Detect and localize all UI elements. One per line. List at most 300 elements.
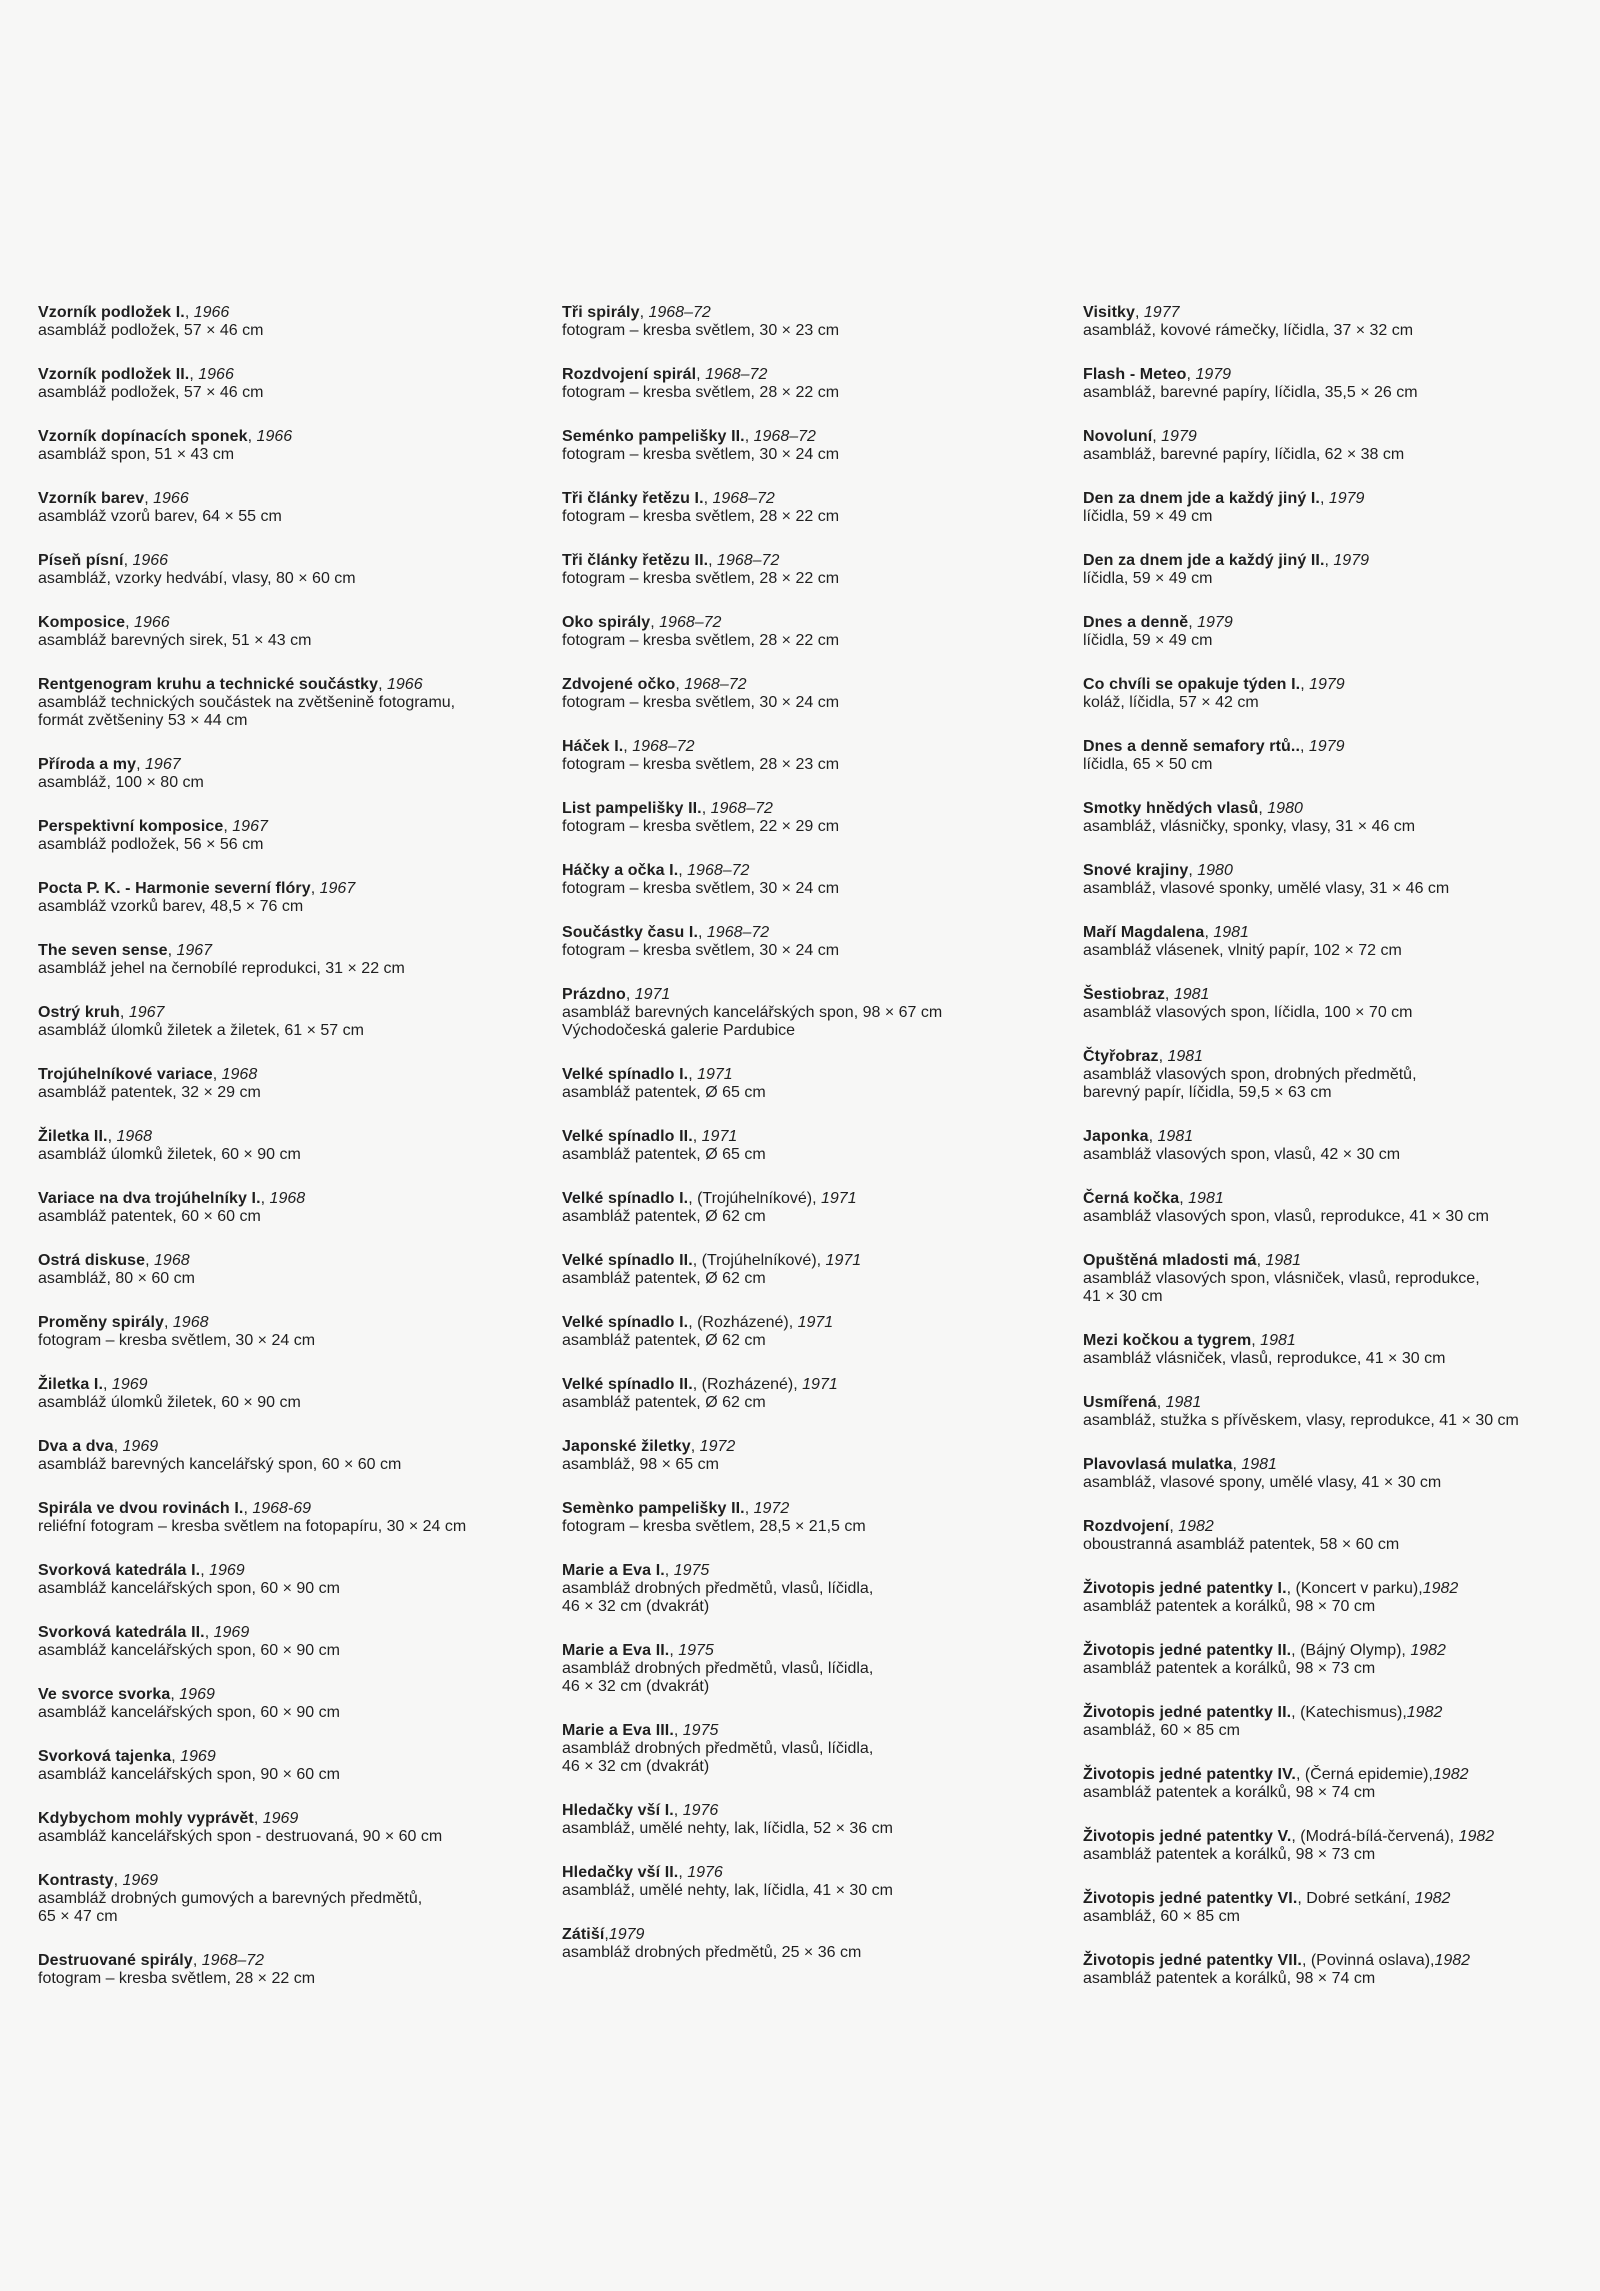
catalogue-entry bbox=[1083, 1766, 1600, 1802]
entry-heading: Den za dnem jde a každý jiný I., 1979 bbox=[1083, 490, 1365, 507]
work-year: 1982 bbox=[1432, 1766, 1469, 1783]
work-year: 1975 bbox=[682, 1722, 719, 1739]
work-description: asambláž, stužka s přívěskem, vlasy, reprodukce, 41 × 30 cm bbox=[1083, 1412, 1519, 1429]
work-description: asambláž, vlásničky, sponky, vlasy, 31 × 46 cm bbox=[1083, 818, 1416, 835]
work-description: asambláž, vlasové spony, umělé vlasy, 41 × 30 cm bbox=[1083, 1474, 1442, 1491]
work-year: 1981 bbox=[1165, 1394, 1202, 1411]
work-title: Životopis jedné patentky II. bbox=[1083, 1704, 1292, 1721]
catalogue-entry bbox=[38, 1500, 558, 1536]
work-description: asambláž barevných kancelářských spon, 98 × 67 cm bbox=[562, 1004, 943, 1021]
entry-heading: Smotky hnědých vlasů, 1980 bbox=[1083, 800, 1303, 817]
catalogue-entry bbox=[38, 880, 558, 916]
work-title: Ve svorce svorka bbox=[38, 1686, 171, 1703]
work-description: 46 × 32 cm (dvakrát) bbox=[562, 1678, 710, 1695]
entry-heading: Žiletka II., 1968 bbox=[38, 1128, 153, 1145]
entry-heading: Příroda a my, 1967 bbox=[38, 756, 181, 773]
catalogue-entry bbox=[562, 1376, 1082, 1412]
entry-heading: Prázdno, 1971 bbox=[562, 986, 671, 1003]
work-year: 1968–72 bbox=[717, 552, 780, 569]
work-title: Ostrý kruh bbox=[38, 1004, 120, 1021]
entry-heading: Velké spínadlo II., (Trojúhelníkové), 1971 bbox=[562, 1252, 862, 1269]
catalogue-entry bbox=[1083, 1128, 1600, 1164]
catalogue-entry bbox=[1083, 1048, 1600, 1102]
work-title: Mezi kočkou a tygrem bbox=[1083, 1332, 1252, 1349]
work-year: 1975 bbox=[673, 1562, 710, 1579]
entry-heading: Hledačky vší I., 1976 bbox=[562, 1802, 719, 1819]
work-title: Zdvojené očko bbox=[562, 676, 676, 693]
catalogue-entry bbox=[562, 738, 1082, 774]
work-subtitle: (Trojúhelníkové) bbox=[697, 1190, 813, 1207]
work-title: Životopis jedné patentky IV. bbox=[1083, 1766, 1296, 1783]
work-year: 1971 bbox=[802, 1376, 838, 1393]
work-description: líčidla, 59 × 49 cm bbox=[1083, 508, 1213, 525]
work-year: 1982 bbox=[1410, 1642, 1446, 1659]
work-title: Šestiobraz bbox=[1083, 986, 1165, 1003]
work-title: List pampelišky II. bbox=[562, 800, 702, 817]
catalogue-entry bbox=[562, 800, 1082, 836]
work-subtitle: (Povinná oslava) bbox=[1310, 1952, 1431, 1969]
entry-heading: Tři spirály, 1968–72 bbox=[562, 304, 711, 321]
work-description: fotogram – kresba světlem, 30 × 23 cm bbox=[562, 322, 840, 339]
work-title: Spirála ve dvou rovinách I. bbox=[38, 1500, 244, 1517]
work-year: 1971 bbox=[821, 1190, 857, 1207]
work-year: 1966 bbox=[193, 304, 230, 321]
work-description: asambláž vlasových spon, líčidla, 100 × 70 cm bbox=[1083, 1004, 1413, 1021]
entry-heading: Velké spínadlo I., (Rozházené), 1971 bbox=[562, 1314, 834, 1331]
catalogue-entry bbox=[562, 614, 1082, 650]
work-title: Ostrá diskuse bbox=[38, 1252, 146, 1269]
entry-heading: Dva a dva, 1969 bbox=[38, 1438, 159, 1455]
work-year: 1969 bbox=[111, 1376, 148, 1393]
work-description: asambláž, barevné papíry, líčidla, 35,5 × 26 cm bbox=[1083, 384, 1418, 401]
work-description: asambláž patentek, 32 × 29 cm bbox=[38, 1084, 261, 1101]
work-title: Součástky času I. bbox=[562, 924, 698, 941]
work-title: Velké spínadlo I. bbox=[562, 1190, 689, 1207]
catalogue-entry bbox=[38, 1872, 558, 1926]
work-description: asambláž patentek, Ø 62 cm bbox=[562, 1332, 766, 1349]
catalogue-entry bbox=[562, 1500, 1082, 1536]
work-year: 1976 bbox=[682, 1802, 719, 1819]
work-title: Dnes a denně bbox=[1083, 614, 1189, 631]
work-year: 1975 bbox=[678, 1642, 714, 1659]
work-description: koláž, líčidla, 57 × 42 cm bbox=[1083, 694, 1259, 711]
work-description: asambláž, 98 × 65 cm bbox=[562, 1456, 719, 1473]
work-description: asambláž drobných gumových a barevných předmětů, bbox=[38, 1890, 423, 1907]
entry-heading: Marie a Eva I., 1975 bbox=[562, 1562, 710, 1579]
work-year: 1967 bbox=[176, 942, 213, 959]
work-year: 1968–72 bbox=[632, 738, 695, 755]
catalogue-entry bbox=[562, 862, 1082, 898]
entry-heading: Usmířená, 1981 bbox=[1083, 1394, 1202, 1411]
entry-heading: Šestiobraz, 1981 bbox=[1083, 986, 1210, 1003]
entry-heading: Rentgenogram kruhu a technické součástky, 1966 bbox=[38, 676, 423, 693]
work-description: asambláž, 60 × 85 cm bbox=[1083, 1908, 1240, 1925]
work-description: fotogram – kresba světlem, 30 × 24 cm bbox=[38, 1332, 316, 1349]
catalogue-entry bbox=[562, 1642, 1082, 1696]
entry-heading: Žiletka I., 1969 bbox=[38, 1376, 148, 1393]
catalogue-entry bbox=[1083, 366, 1600, 402]
work-year: 1981 bbox=[1260, 1332, 1296, 1349]
catalogue-entry bbox=[1083, 1456, 1600, 1492]
work-year: 1966 bbox=[132, 552, 169, 569]
work-year: 1968–72 bbox=[712, 490, 775, 507]
work-title: Flash - Meteo bbox=[1083, 366, 1187, 383]
work-title: Životopis jedné patentky VI. bbox=[1083, 1890, 1298, 1907]
work-title: Visitky bbox=[1083, 304, 1135, 321]
work-year: 1968–72 bbox=[706, 924, 770, 941]
catalogue-entry bbox=[38, 614, 558, 650]
catalogue-entry bbox=[38, 1748, 558, 1784]
work-title: Žiletka I. bbox=[38, 1376, 104, 1393]
work-title: Co chvíli se opakuje týden I. bbox=[1083, 676, 1301, 693]
entry-heading: Zátiší,1979 bbox=[562, 1926, 645, 1943]
work-title: Oko spirály bbox=[562, 614, 651, 631]
catalogue-entry bbox=[562, 1066, 1082, 1102]
catalogue-entry bbox=[1083, 800, 1600, 836]
work-subtitle: (Koncert v parku) bbox=[1295, 1580, 1419, 1597]
work-title: Kontrasty bbox=[38, 1872, 114, 1889]
work-description: asambláž, umělé nehty, lak, líčidla, 41 × 30 cm bbox=[562, 1882, 893, 1899]
entry-heading: Perspektivní komposice, 1967 bbox=[38, 818, 268, 835]
work-description: asambláž vzorků barev, 48,5 × 76 cm bbox=[38, 898, 304, 915]
work-title: Tři články řetězu I. bbox=[562, 490, 704, 507]
work-title: Rozdvojení spirál bbox=[562, 366, 697, 383]
catalogue-entry bbox=[1083, 1518, 1600, 1554]
catalogue-entry bbox=[1083, 924, 1600, 960]
work-subtitle: Dobré setkání bbox=[1306, 1890, 1406, 1907]
work-title: Destruované spirály bbox=[38, 1952, 193, 1969]
catalogue-entry bbox=[38, 1952, 558, 1988]
work-title: Kdybychom mohly vyprávět bbox=[38, 1810, 254, 1827]
work-title: Životopis jedné patentky VII. bbox=[1083, 1952, 1302, 1969]
entry-heading: Velké spínadlo II., (Rozházené), 1971 bbox=[562, 1376, 838, 1393]
work-title: Svorková katedrála II. bbox=[38, 1624, 205, 1641]
work-description: 46 × 32 cm (dvakrát) bbox=[562, 1598, 710, 1615]
catalogue-entry bbox=[38, 428, 558, 464]
entry-heading: Tři články řetězu II., 1968–72 bbox=[562, 552, 780, 569]
work-description: asambláž patentek, Ø 65 cm bbox=[562, 1146, 766, 1163]
work-title: Marie a Eva II. bbox=[562, 1642, 670, 1659]
catalogue-entry bbox=[1083, 552, 1600, 588]
work-year: 1967 bbox=[232, 818, 268, 835]
entry-heading: Svorková katedrála II., 1969 bbox=[38, 1624, 250, 1641]
work-year: 1967 bbox=[145, 756, 181, 773]
work-year: 1979 bbox=[1328, 490, 1365, 507]
catalogue-entry bbox=[562, 924, 1082, 960]
catalogue-entry bbox=[38, 1066, 558, 1102]
entry-heading: Snové krajiny, 1980 bbox=[1083, 862, 1233, 879]
catalogue-entry bbox=[1083, 738, 1600, 774]
entry-heading: Flash - Meteo, 1979 bbox=[1083, 366, 1232, 383]
work-description: asambláž drobných předmětů, vlasů, líčidla, bbox=[562, 1660, 874, 1677]
work-title: Životopis jedné patentky II. bbox=[1083, 1642, 1292, 1659]
work-year: 1981 bbox=[1213, 924, 1249, 941]
work-year: 1979 bbox=[1197, 614, 1233, 631]
entry-heading: Maří Magdalena, 1981 bbox=[1083, 924, 1249, 941]
works-column-1 bbox=[38, 304, 558, 2014]
work-title: Opuštěná mladosti má bbox=[1083, 1252, 1257, 1269]
work-year: 1981 bbox=[1173, 986, 1210, 1003]
work-year: 1968-69 bbox=[252, 1500, 312, 1517]
entry-heading: Životopis jedné patentky VI., Dobré setkání, 1982 bbox=[1083, 1890, 1451, 1907]
entry-heading: Životopis jedné patentky II., (Katechismus),1982 bbox=[1083, 1704, 1443, 1721]
work-title: Životopis jedné patentky I. bbox=[1083, 1580, 1287, 1597]
catalogue-entry bbox=[562, 1864, 1082, 1900]
work-year: 1979 bbox=[1161, 428, 1197, 445]
catalogue-entry bbox=[562, 1252, 1082, 1288]
catalogue-entry bbox=[38, 818, 558, 854]
catalogue-entry bbox=[38, 1190, 558, 1226]
catalogue-entry bbox=[562, 1802, 1082, 1838]
work-year: 1969 bbox=[179, 1686, 215, 1703]
work-year: 1979 bbox=[1333, 552, 1369, 569]
work-description: asambláž patentek, Ø 62 cm bbox=[562, 1270, 766, 1287]
work-title: Komposice bbox=[38, 614, 126, 631]
work-year: 1982 bbox=[1178, 1518, 1214, 1535]
entry-heading: Životopis jedné patentky II., (Bájný Olymp), 1982 bbox=[1083, 1642, 1446, 1659]
entry-heading: Trojúhelníkové variace, 1968 bbox=[38, 1066, 258, 1083]
catalogue-entry bbox=[1083, 1952, 1600, 1988]
work-title: Variace na dva trojúhelníky I. bbox=[38, 1190, 261, 1207]
work-title: Semènko pampelišky II. bbox=[562, 1500, 745, 1517]
catalogue-entry bbox=[1083, 1580, 1600, 1616]
catalogue-entry bbox=[1083, 1332, 1600, 1368]
catalogue-entry bbox=[38, 676, 558, 730]
work-year: 1981 bbox=[1157, 1128, 1194, 1145]
work-description: asambláž, 80 × 60 cm bbox=[38, 1270, 195, 1287]
catalogue-entry bbox=[1083, 986, 1600, 1022]
work-title: Maří Magdalena bbox=[1083, 924, 1205, 941]
entry-heading: Semènko pampelišky II., 1972 bbox=[562, 1500, 790, 1517]
work-title: Háček I. bbox=[562, 738, 624, 755]
catalogue-entry bbox=[1083, 1190, 1600, 1226]
entry-heading: The seven sense, 1967 bbox=[38, 942, 213, 959]
work-title: Dva a dva bbox=[38, 1438, 114, 1455]
work-year: 1977 bbox=[1143, 304, 1180, 321]
entry-heading: Čtyřobraz, 1981 bbox=[1083, 1048, 1204, 1065]
catalogue-entry bbox=[562, 490, 1082, 526]
work-title: Dnes a denně semafory rtů.. bbox=[1083, 738, 1300, 755]
entry-heading: Opuštěná mladosti má, 1981 bbox=[1083, 1252, 1302, 1269]
work-year: 1968 bbox=[172, 1314, 209, 1331]
entry-heading: Dnes a denně semafory rtů.., 1979 bbox=[1083, 738, 1345, 755]
catalogue-entry bbox=[562, 1722, 1082, 1776]
work-description: 65 × 47 cm bbox=[38, 1908, 118, 1925]
entry-heading: Marie a Eva III., 1975 bbox=[562, 1722, 719, 1739]
entry-heading: Životopis jedné patentky I., (Koncert v parku),1982 bbox=[1083, 1580, 1459, 1597]
work-title: Vzorník podložek II. bbox=[38, 366, 190, 383]
work-title: Usmířená bbox=[1083, 1394, 1157, 1411]
work-year: 1982 bbox=[1458, 1828, 1495, 1845]
work-year: 1968–72 bbox=[684, 676, 747, 693]
entry-heading: Černá kočka, 1981 bbox=[1083, 1190, 1224, 1207]
work-year: 1976 bbox=[687, 1864, 723, 1881]
work-subtitle: (Černá epidemie) bbox=[1304, 1766, 1429, 1783]
work-description: asambláž kancelářských spon, 60 × 90 cm bbox=[38, 1580, 340, 1597]
work-description: fotogram – kresba světlem, 28 × 22 cm bbox=[562, 632, 840, 649]
work-title: Den za dnem jde a každý jiný II. bbox=[1083, 552, 1325, 569]
work-year: 1979 bbox=[608, 1926, 645, 1943]
work-year: 1966 bbox=[256, 428, 293, 445]
catalogue-entry bbox=[1083, 614, 1600, 650]
catalogue-entry bbox=[38, 366, 558, 402]
work-year: 1971 bbox=[797, 1314, 834, 1331]
work-year: 1967 bbox=[319, 880, 356, 897]
entry-heading: Variace na dva trojúhelníky I., 1968 bbox=[38, 1190, 306, 1207]
work-description: asambláž kancelářských spon - destruovaná, 90 × 60 cm bbox=[38, 1828, 443, 1845]
work-title: Rozdvojení bbox=[1083, 1518, 1170, 1535]
work-description: asambláž barevných kancelářský spon, 60 × 60 cm bbox=[38, 1456, 402, 1473]
work-year: 1980 bbox=[1197, 862, 1233, 879]
entry-heading: Háček I., 1968–72 bbox=[562, 738, 695, 755]
catalogue-entry bbox=[38, 552, 558, 588]
work-title: Japonka bbox=[1083, 1128, 1149, 1145]
work-description: líčidla, 65 × 50 cm bbox=[1083, 756, 1213, 773]
work-title: Proměny spirály bbox=[38, 1314, 164, 1331]
work-year: 1982 bbox=[1422, 1580, 1459, 1597]
entry-heading: Součástky času I., 1968–72 bbox=[562, 924, 770, 941]
entry-heading: Vzorník podložek II., 1966 bbox=[38, 366, 234, 383]
work-title: Tři spirály bbox=[562, 304, 640, 321]
work-year: 1982 bbox=[1414, 1890, 1451, 1907]
work-title: Příroda a my bbox=[38, 756, 137, 773]
work-description: asambláž patentek, 60 × 60 cm bbox=[38, 1208, 261, 1225]
work-year: 1968 bbox=[154, 1252, 190, 1269]
catalogue-entry bbox=[38, 756, 558, 792]
work-title: Velké spínadlo II. bbox=[562, 1376, 693, 1393]
work-description: asambláž barevných sirek, 51 × 43 cm bbox=[38, 632, 312, 649]
work-description: asambláž vlásenek, vlnitý papír, 102 × 72 cm bbox=[1083, 942, 1402, 959]
work-description: fotogram – kresba světlem, 30 × 24 cm bbox=[562, 694, 840, 711]
work-year: 1968–72 bbox=[687, 862, 750, 879]
work-title: Rentgenogram kruhu a technické součástky bbox=[38, 676, 379, 693]
work-title: Velké spínadlo I. bbox=[562, 1066, 689, 1083]
work-title: Velké spínadlo II. bbox=[562, 1128, 693, 1145]
work-description: oboustranná asambláž patentek, 58 × 60 cm bbox=[1083, 1536, 1400, 1553]
work-title: The seven sense bbox=[38, 942, 168, 959]
work-description: asambláž, vzorky hedvábí, vlasy, 80 × 60 cm bbox=[38, 570, 356, 587]
work-description: 46 × 32 cm (dvakrát) bbox=[562, 1758, 710, 1775]
work-description: asambláž patentek a korálků, 98 × 74 cm bbox=[1083, 1970, 1376, 1987]
work-year: 1966 bbox=[198, 366, 234, 383]
work-title: Svorková katedrála I. bbox=[38, 1562, 201, 1579]
work-year: 1979 bbox=[1195, 366, 1232, 383]
work-subtitle: (Katechismus) bbox=[1300, 1704, 1403, 1721]
work-year: 1981 bbox=[1241, 1456, 1277, 1473]
work-year: 1982 bbox=[1406, 1704, 1443, 1721]
work-title: Prázdno bbox=[562, 986, 626, 1003]
works-column-2 bbox=[562, 304, 1082, 1988]
work-description: asambláž technických součástek na zvětšenině fotogramu, bbox=[38, 694, 456, 711]
entry-heading: Svorková tajenka, 1969 bbox=[38, 1748, 216, 1765]
entry-heading: Oko spirály, 1968–72 bbox=[562, 614, 722, 631]
work-description: fotogram – kresba světlem, 28 × 22 cm bbox=[38, 1970, 316, 1987]
work-description: asambláž úlomků žiletek, 60 × 90 cm bbox=[38, 1146, 301, 1163]
work-year: 1968 bbox=[221, 1066, 258, 1083]
entry-heading: Rozdvojení, 1982 bbox=[1083, 1518, 1214, 1535]
work-year: 1971 bbox=[701, 1128, 738, 1145]
entry-heading: List pampelišky II., 1968–72 bbox=[562, 800, 773, 817]
work-description: fotogram – kresba světlem, 28 × 22 cm bbox=[562, 384, 840, 401]
catalogue-entry bbox=[1083, 490, 1600, 526]
work-description: asambláž drobných předmětů, vlasů, líčidla, bbox=[562, 1740, 874, 1757]
work-year: 1968–72 bbox=[201, 1952, 265, 1969]
work-description: 41 × 30 cm bbox=[1083, 1288, 1163, 1305]
catalogue-entry bbox=[562, 1438, 1082, 1474]
catalogue-entry bbox=[38, 304, 558, 340]
work-description: asambláž, kovové rámečky, líčidla, 37 × 32 cm bbox=[1083, 322, 1414, 339]
work-description: asambláž, vlasové sponky, umělé vlasy, 31 × 46 cm bbox=[1083, 880, 1450, 897]
catalogue-entry bbox=[562, 1314, 1082, 1350]
entry-heading: Dnes a denně, 1979 bbox=[1083, 614, 1233, 631]
entry-heading: Velké spínadlo I., (Trojúhelníkové), 1971 bbox=[562, 1190, 857, 1207]
work-title: Háčky a očka I. bbox=[562, 862, 679, 879]
catalogue-entry bbox=[562, 304, 1082, 340]
work-description: asambláž spon, 51 × 43 cm bbox=[38, 446, 235, 463]
catalogue-entry bbox=[38, 490, 558, 526]
catalogue-entry bbox=[38, 1438, 558, 1474]
catalogue-entry bbox=[1083, 676, 1600, 712]
work-description: asambláž, umělé nehty, lak, líčidla, 52 × 36 cm bbox=[562, 1820, 893, 1837]
catalogue-entry bbox=[38, 1376, 558, 1412]
work-year: 1968 bbox=[116, 1128, 153, 1145]
work-year: 1968–72 bbox=[659, 614, 722, 631]
work-description: asambláž vlasových spon, drobných předmětů, bbox=[1083, 1066, 1417, 1083]
catalogue-entry bbox=[1083, 1704, 1600, 1740]
entry-heading: Seménko pampelišky II., 1968–72 bbox=[562, 428, 816, 445]
entry-heading: Japonka, 1981 bbox=[1083, 1128, 1194, 1145]
work-title: Svorková tajenka bbox=[38, 1748, 172, 1765]
catalogue-entry bbox=[38, 1562, 558, 1598]
work-year: 1981 bbox=[1167, 1048, 1204, 1065]
work-description: reliéfní fotogram – kresba světlem na fotopapíru, 30 × 24 cm bbox=[38, 1518, 467, 1535]
work-year: 1969 bbox=[213, 1624, 250, 1641]
work-year: 1971 bbox=[825, 1252, 862, 1269]
entry-heading: Mezi kočkou a tygrem, 1981 bbox=[1083, 1332, 1296, 1349]
entry-heading: Visitky, 1977 bbox=[1083, 304, 1180, 321]
work-year: 1971 bbox=[634, 986, 671, 1003]
catalogue-entry bbox=[562, 986, 1082, 1040]
work-description: asambláž patentek a korálků, 98 × 73 cm bbox=[1083, 1660, 1376, 1677]
entry-heading: Pocta P. K. - Harmonie severní flóry, 1967 bbox=[38, 880, 356, 897]
catalogue-entry bbox=[38, 1810, 558, 1846]
work-description: barevný papír, líčidla, 59,5 × 63 cm bbox=[1083, 1084, 1332, 1101]
work-description: asambláž úlomků žiletek, 60 × 90 cm bbox=[38, 1394, 301, 1411]
work-year: 1967 bbox=[128, 1004, 165, 1021]
work-description: fotogram – kresba světlem, 30 × 24 cm bbox=[562, 942, 840, 959]
work-year: 1969 bbox=[209, 1562, 245, 1579]
catalogue-entry bbox=[38, 942, 558, 978]
work-description: asambláž patentek, Ø 65 cm bbox=[562, 1084, 766, 1101]
entry-heading: Vzorník dopínacích sponek, 1966 bbox=[38, 428, 293, 445]
work-description: asambláž, 100 × 80 cm bbox=[38, 774, 204, 791]
catalogue-entry bbox=[1083, 428, 1600, 464]
work-description: asambláž patentek a korálků, 98 × 70 cm bbox=[1083, 1598, 1376, 1615]
catalogue-entry bbox=[38, 1004, 558, 1040]
entry-heading: Píseň písní, 1966 bbox=[38, 552, 169, 569]
catalogue-entry bbox=[562, 676, 1082, 712]
entry-heading: Životopis jedné patentky V., (Modrá-bílá-červená), 1982 bbox=[1083, 1828, 1495, 1845]
work-subtitle: (Modrá-bílá-červená) bbox=[1300, 1828, 1450, 1845]
entry-heading: Vzorník barev, 1966 bbox=[38, 490, 189, 507]
work-description: asambláž podložek, 57 × 46 cm bbox=[38, 384, 264, 401]
catalogue-entry bbox=[1083, 1252, 1600, 1306]
work-year: 1972 bbox=[753, 1500, 790, 1517]
work-title: Vzorník podložek I. bbox=[38, 304, 185, 321]
work-subtitle: (Rozházené) bbox=[701, 1376, 794, 1393]
work-year: 1969 bbox=[122, 1438, 159, 1455]
entry-heading: Novoluní, 1979 bbox=[1083, 428, 1197, 445]
